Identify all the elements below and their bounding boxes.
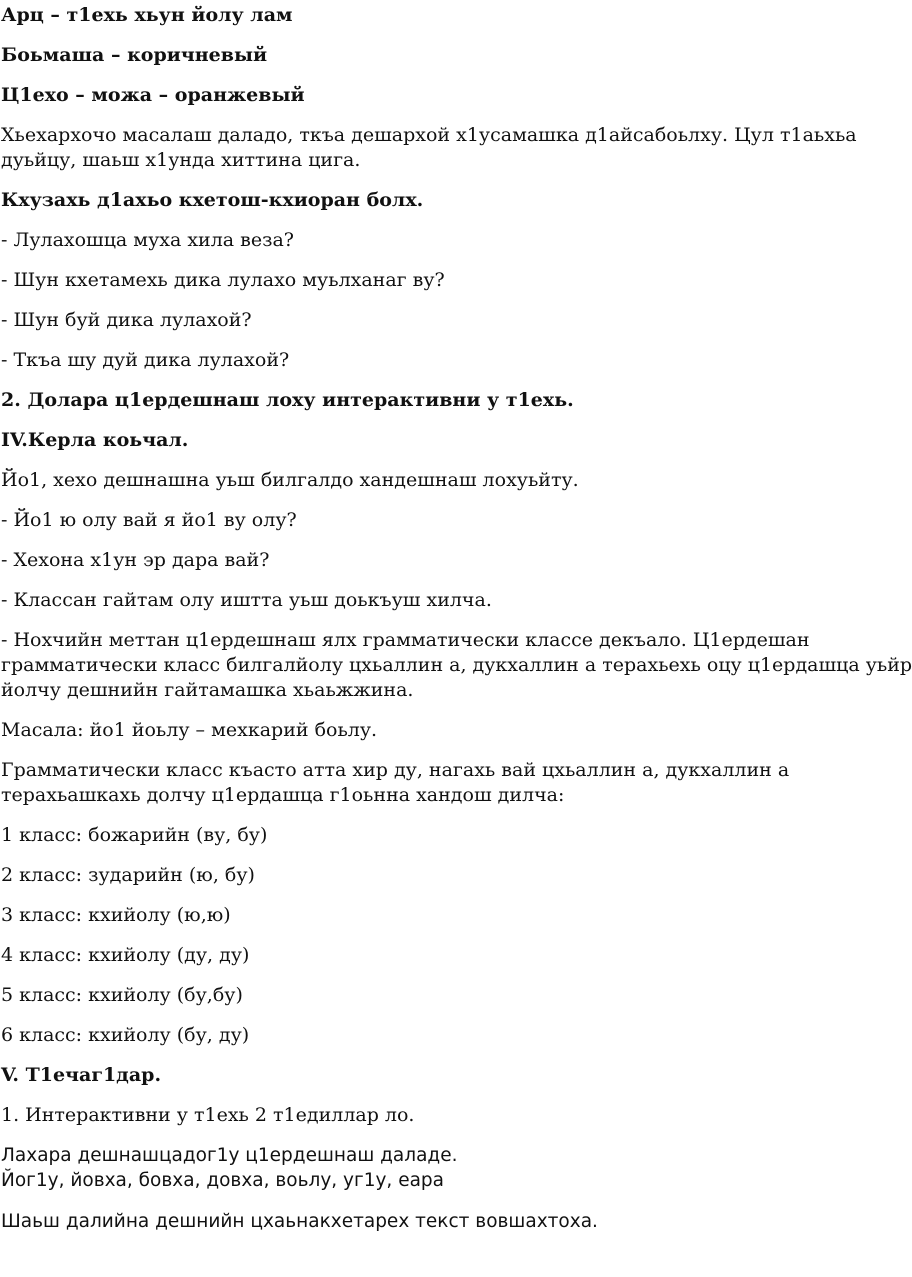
text-line: Арц – т1ехь хьун йолу лам	[1, 4, 293, 26]
text-line: Боьмаша – коричневый	[1, 44, 268, 66]
text-line: - Хехона х1ун эр дара вай?	[1, 549, 270, 571]
text-line: - Ткъа шу дуй дика лулахой?	[1, 349, 290, 371]
text-line: 5 класс: кхийолу (бу,бу)	[1, 984, 243, 1006]
text-line: грамматически класс билгалйолу цхьаллин а, дукхаллин а терахьехь оцу ц1ердашца уьйр	[1, 654, 912, 676]
text-line: IV.Керла коьчал.	[1, 429, 189, 451]
text-line: 1. Интерактивни у т1ехь 2 т1едиллар ло.	[1, 1104, 415, 1126]
text-line: 1 класс: божарийн (ву, бу)	[1, 824, 268, 846]
text-line: Йог1у, йовха, бовха, довха, воьлу, уг1у, еара	[1, 1170, 444, 1191]
text-line: 2. Долара ц1ердешнаш лоху интерактивни у т1ехь.	[1, 389, 574, 411]
text-line: - Шун буй дика лулахой?	[1, 309, 252, 331]
text-line: терахьашкахь долчу ц1ердашца г1оьнна хандош дилча:	[1, 784, 565, 806]
text-line: Ц1ехо – можа – оранжевый	[1, 84, 305, 106]
text-line: 6 класс: кхийолу (бу, ду)	[1, 1024, 250, 1046]
text-line: - Йо1 ю олу вай я йо1 ву олу?	[1, 509, 297, 531]
text-line: - Шун кхетамехь дика лулахо муьлханаг ву?	[1, 269, 445, 291]
text-line: Кхузахь д1ахьо кхетош-кхиоран болх.	[1, 189, 424, 211]
text-line: Йо1, хехо дешнашна уьш билгалдо хандешнаш лохуьйту.	[1, 469, 579, 491]
text-line: 2 класс: зударийн (ю, бу)	[1, 864, 255, 886]
text-line: дуьйцу, шаьш х1унда хиттина цига.	[1, 149, 361, 171]
text-line: - Лулахошца муха хила веза?	[1, 229, 294, 251]
text-line: - Классан гайтам олу иштта уьш доькъуш хилча.	[1, 589, 492, 611]
text-line: Хьехархочо масалаш даладо, ткъа дешархой х1усамашка д1айсабоьлху. Цул т1аьхьа	[1, 124, 857, 146]
text-line: Шаьш далийна дешнийн цхаьнакхетарех текст вовшахтоха.	[1, 1211, 598, 1232]
text-line: 4 класс: кхийолу (ду, ду)	[1, 944, 250, 966]
text-line: V. Т1ечаг1дар.	[1, 1064, 162, 1086]
text-line: йолчу дешнийн гайтамашка хьаьжжина.	[1, 679, 414, 701]
text-line: - Нохчийн меттан ц1ердешнаш ялх грамматически классе декъало. Ц1ердешан	[1, 629, 810, 651]
text-line: 3 класс: кхийолу (ю,ю)	[1, 904, 231, 926]
text-line: Лахара дешнашцадог1у ц1ердешнаш даладе.	[1, 1145, 458, 1166]
text-line: Грамматически класс къасто атта хир ду, нагахь вай цхьаллин а, дукхаллин а	[1, 759, 790, 781]
text-line: Масала: йо1 йоьлу – мехкарий боьлу.	[1, 719, 378, 741]
